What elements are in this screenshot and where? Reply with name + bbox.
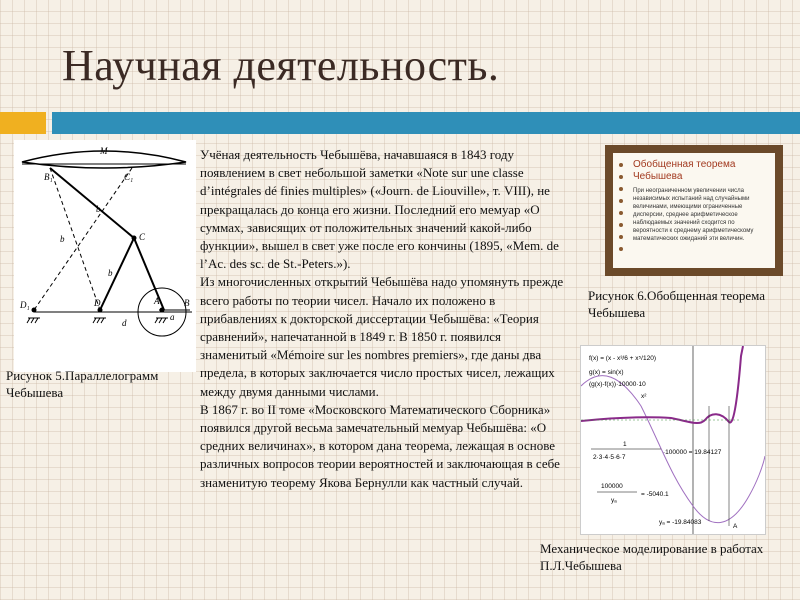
formula-frac-num: 1 — [623, 441, 627, 448]
label-C: C — [139, 232, 146, 242]
label-a: a — [170, 312, 175, 322]
label-b-mid: b — [96, 204, 101, 214]
figure7-caption: Механическое моделирование в работах П.Л.Чебышева — [540, 541, 764, 573]
figure-mechanical-modeling — [580, 345, 766, 535]
point-A-label: A — [733, 523, 738, 530]
label-C1: C₁ — [124, 172, 134, 182]
figure6-caption: Рисунок 6.Обобщенная теорема Чебышева — [588, 288, 765, 320]
label-A: A — [154, 296, 160, 306]
paragraph-3: В 1867 г. во II томе «Московского Математического Сборника» появился другой весьма замечательный мемуар Чебышёва: «О средних величинах», в котором дана теорема, лежащая в основе различных вопросов теории вероятностей и заключающая в себе знаменитую теорему Якова Бернулли как частный случай. — [200, 401, 560, 490]
paragraph-2: Из многочисленных открытий Чебышёва надо упомянуть прежде всего работы по теории чисел. Начало их положено в прибавлениях к докторской диссертации Чебышёва: «Теория сравнений», напечатанной в 1849 г. В 1850 г. появился знаменитый «Mémoire sur les nombres premiers», где даны два предела, в которых заключается число простых чисел, лежащих между двумя данными числами. — [200, 274, 564, 399]
label-D1: D₁ — [20, 300, 30, 310]
label-d: d — [122, 318, 127, 328]
formula-ya-val: = -5040.1 — [641, 491, 669, 498]
formula-xsq: x² — [641, 393, 647, 400]
spiral-binding-icon — [617, 157, 625, 263]
figure6-text: При неограниченном увеличении числа независимых испытаний над случайными величинами, имеющими ограниченные дисперсии, среднее арифметическое наблюдаемых значений сходится по вероятности к среднему арифметическому математических ожиданий эти величин. — [633, 188, 754, 242]
figure-parallelogram — [14, 140, 196, 372]
formula-g: g(x) = sin(x) — [589, 369, 624, 376]
formula-frac-den: 2·3·4·5·6·7 — [593, 454, 626, 461]
slide-title: Научная деятельность. — [62, 41, 500, 90]
formula-ya-den: yₐ — [611, 497, 617, 504]
figure-generalized-theorem — [605, 145, 783, 276]
formula-ya-num: 100000 — [601, 483, 623, 490]
paragraph-1: Учёная деятельность Чебышёва, начавшаяся в 1843 году появлением в свет небольшой заметки «Note sur une classe d’intégrales dé finies multiples» («Journ. de Liouville», т. VIII), не прекращалась до конца его жизни. Последний его мемуар «О суммах, зависящих от положительных значений какой-либо функции», вышел в свет уже после его кончины (1895, «Mem. de l’Ac. des sc. de St.-Peters.»). — [200, 147, 559, 272]
accent-bar — [0, 112, 46, 134]
label-M: M — [100, 146, 108, 156]
label-B: B — [184, 298, 190, 308]
label-b-right: b — [108, 268, 113, 278]
formula-frac-val: ·100000 = 19.84127 — [663, 449, 722, 456]
formula-diff: (g(x)-f(x))·10000·10 — [589, 381, 646, 388]
formula-f: f(x) = (x - x³/6 + x⁵/120) — [589, 355, 656, 362]
label-D: D — [94, 298, 101, 308]
label-b-left: b — [60, 234, 65, 244]
figure5-caption: Рисунок 5.Параллелограмм Чебышева — [6, 368, 159, 400]
figure6-heading: Обобщенная теорема Чебышева — [633, 159, 736, 182]
formula-bottom: yₐ = -19.84083 — [659, 519, 702, 526]
main-text — [200, 146, 566, 492]
label-B1: B₁ — [44, 172, 53, 182]
title-underline-bar — [52, 112, 800, 134]
